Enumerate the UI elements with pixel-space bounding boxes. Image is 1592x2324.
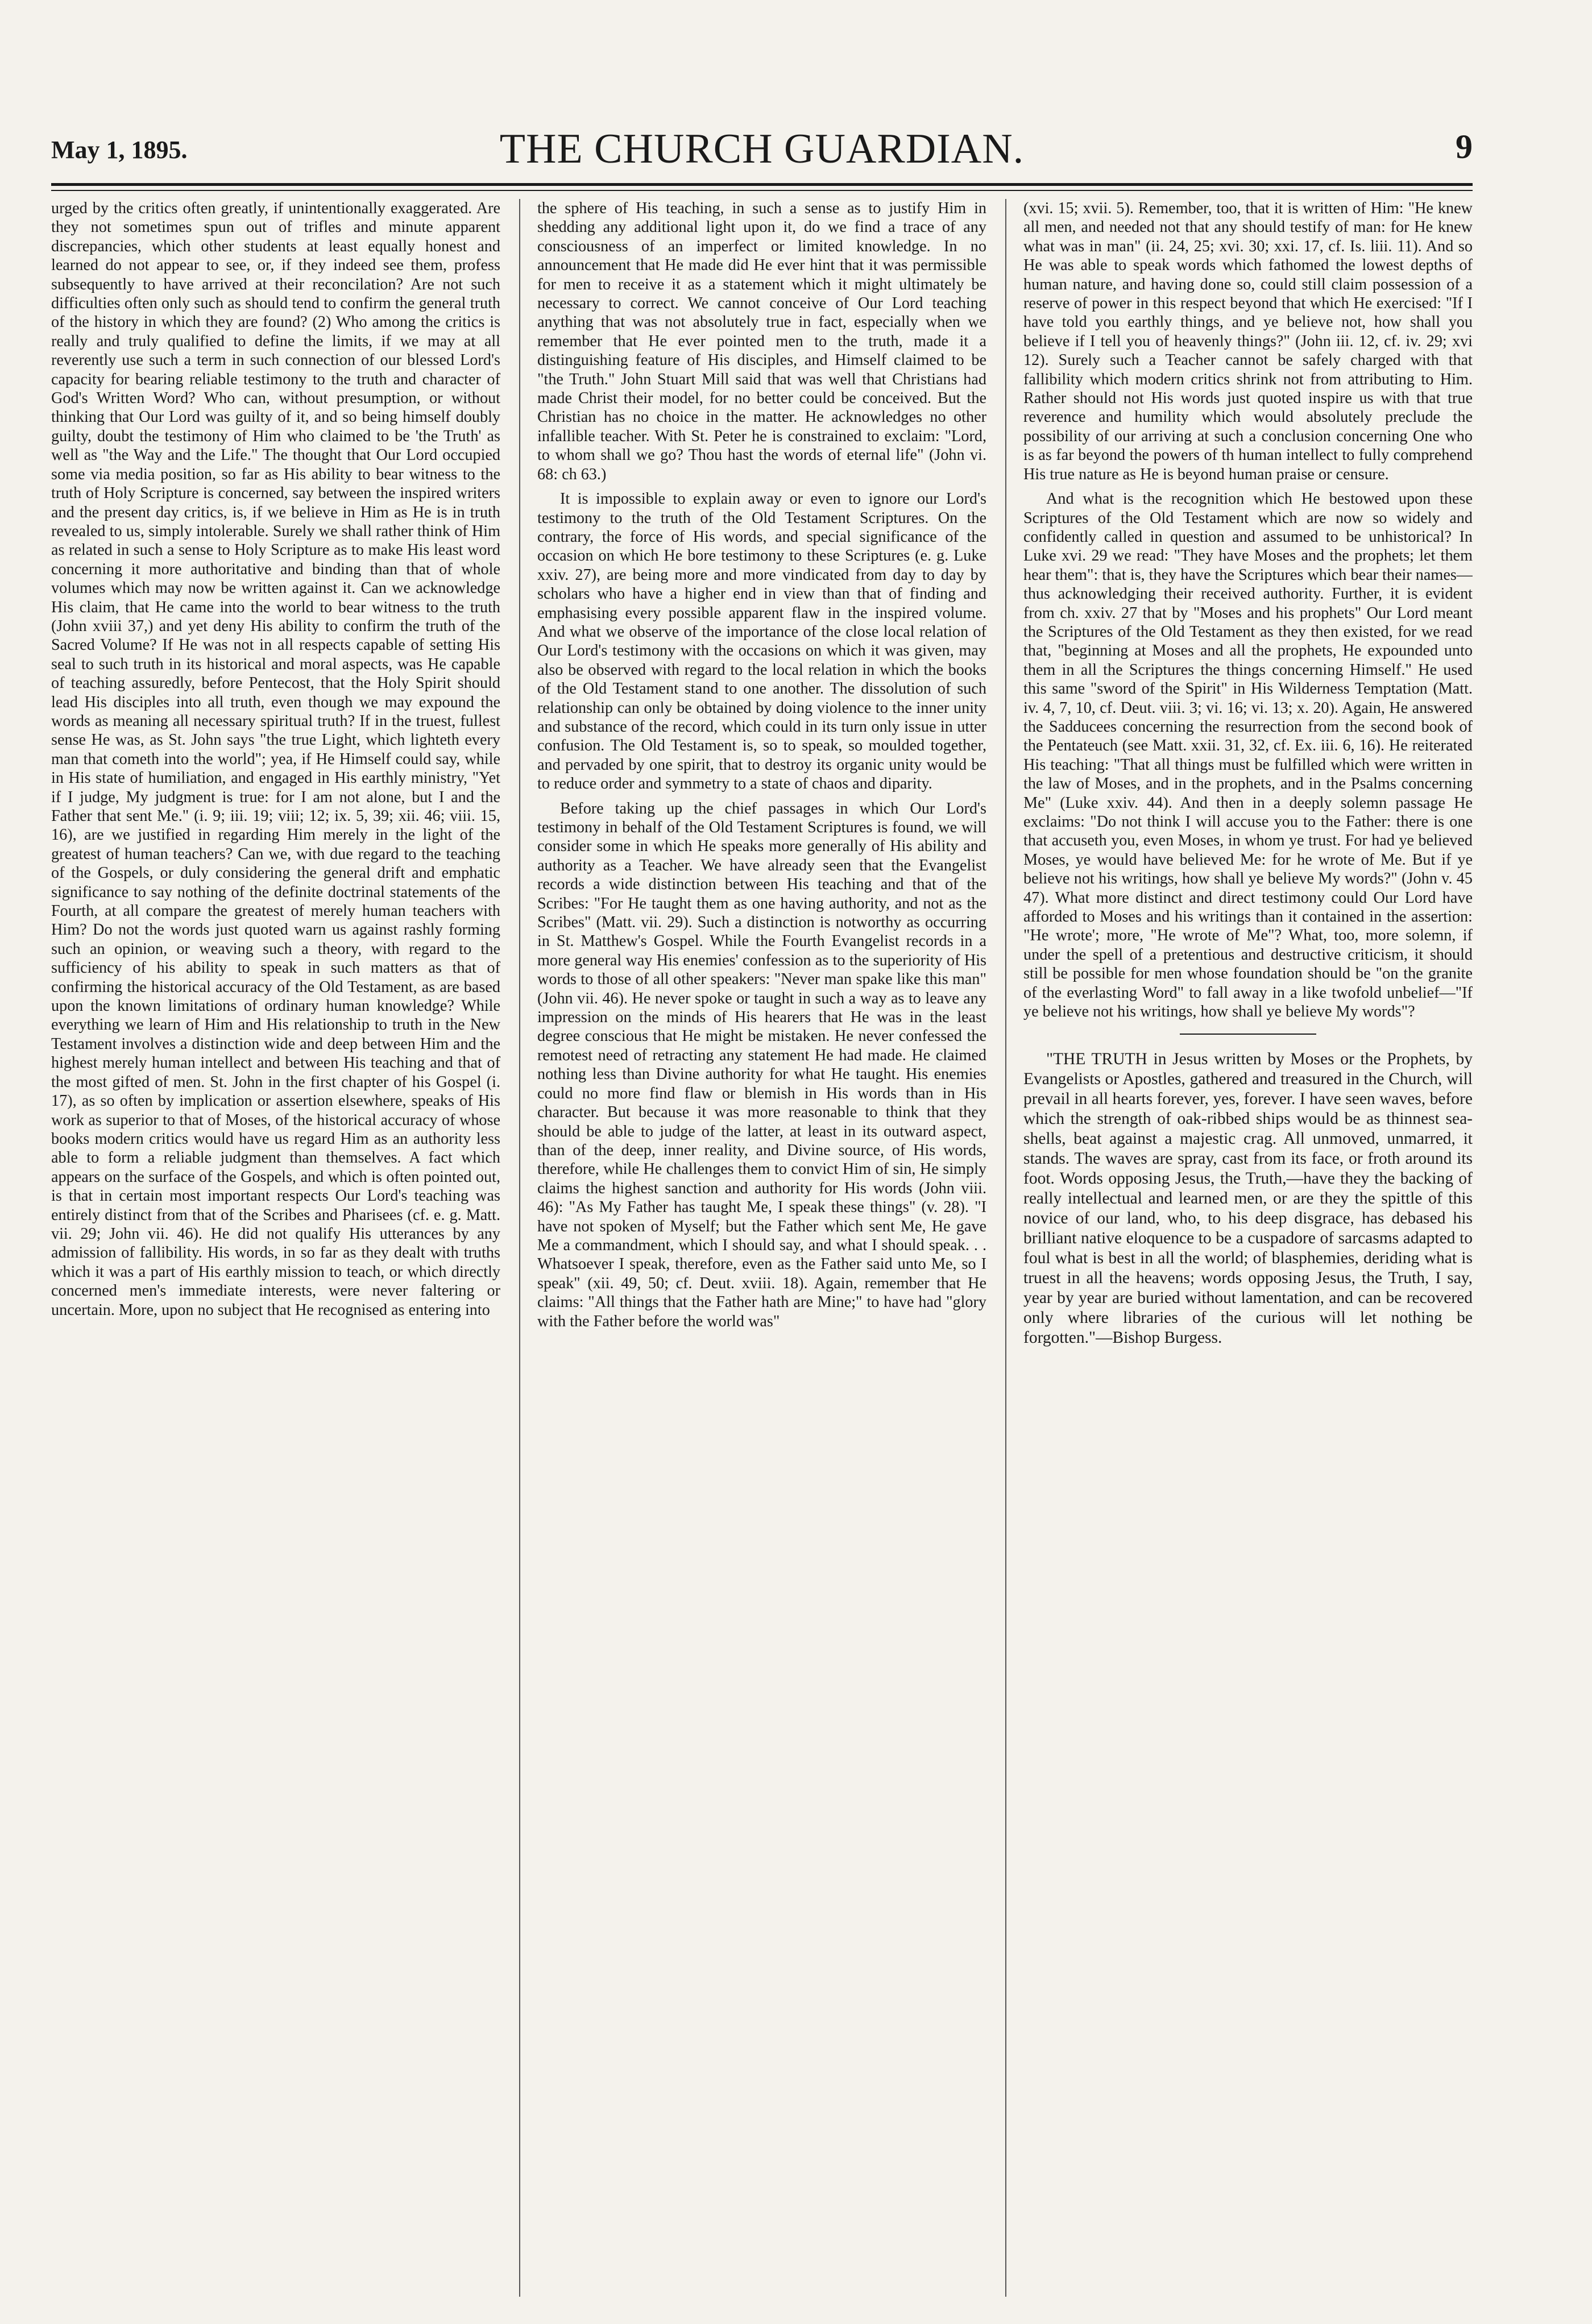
paragraph: (xvi. 15; xvii. 5). Remember, too, that it is written of Him: "He knew all men, and needed not that any should testify of man: for He knew what was in man" (ii. 24, 25; xvi. 30; xxi. 17, cf. Is. liii. 11). And so He was able to speak words which fathomed the lowest depths of human nature, and having done so, could still claim possession of a reserve of power in this respect beyond that which He exercised: "If I have told you earthly things, and ye believe not, how shall you believe if I tell you of heavenly things?" (John iii. 12, cf. iv. 29; xvi 12). Surely such a Teacher cannot be safely charged with that fallibility which modern critics shrink not from attributing to Him. Rather should not His words just quoted inspire us with that true reverence and humility which would absolutely preclude the possibility of our arriving at such a conclusion concerning One who is as far beyond the powers of th human intellect to fully comprehend His true nature as He is beyond human praise or censure. <box>1023 200 1473 483</box>
column-middle <box>537 199 986 2297</box>
header-rule-thick <box>51 183 1473 186</box>
paragraph: urged by the critics often greatly, if unintentionally exaggerated. Are they not sometimes spun out of trifles and minute apparent discrepancies, which other students at least equally honest and learned do not appear to see, or, if they indeed see them, profess subsequently to have arrived at their reconcilation? Are not such difficulties often only such as should tend to confirm the general truth of the history in which they are found? (2) Who among the critics is really and truly qualified to define the limits, if we may at all reverently use such a term in such connection of our blessed Lord's capacity for bearing reliable testimony to the truth and character of God's Written Word? Who can, without presumption, or without thinking that Our Lord was guilty of it, and so being himself doubly guilty, doubt the testimony of Him who claimed to be 'the Truth' as well as "the Way and the Life." The thought that Our Lord occupied some via media position, so far as His ability to bear witness to the truth of Holy Scripture is concerned, say between the inspired writers and the present day critics, is, if we believe in Him as He is in truth revealed to us, simply intolerable. Surely we shall rather think of Him as related in such a sense to Holy Scripture as to make His least word concerning it more authoritative and binding than that of whole volumes which may now be written against it. Can we acknowledge His claim, that He came into the world to bear witness to the truth (John xviii 37,) and yet deny His ability to confirm the truth of the Sacred Volume? If He was not in all respects capable of setting His seal to such truth in its historical and moral aspects, was He capable of teaching assuredly, before Pentecost, that the Holy Spirit should lead His disciples into all truth, even though we may expound the words as meaning all necessary spiritual truth? If in the truest, fullest sense He was, as St. John says "the true Light, which lighteth every man that cometh into the world"; yea, if He Himself could say, while in His state of humiliation, and engaged in His earthly ministry, "Yet if I judge, My judgment is true: for I am not alone, but I and the Father that sent Me." (i. 9; iii. 19; viii; 12; ix. 5, 39; xii. 46; viii. 15, 16), are we justified in regarding Him merely in the light of the greatest of human teachers? Can we, with due regard to the teaching of the Gospels, or duly considering the general drift and emphatic significance to say nothing of the definite doctrinal statements of the Fourth, at all compare the greatest of merely human teachers with Him? Do not the words just quoted warn us against rashly forming such an opinion, or weaving such a theory, with regard to the sufficiency of his ability to speak in such matters as that of confirming the historical accuracy of the Old Testament, as are based upon the known limitations of ordinary human knowledge? While everything we learn of Him and His relationship to truth in the New Testament involves a distinction wide and deep between Him and the highest merely human intellect and between His teaching and that of the most gifted of men. St. John in the first chapter of his Gospel (i. 17), as so often by implication or assertion elsewhere, speaks of His work as superior to that of Moses, of the historical accuracy of whose books modern critics would have us regard Him as an authority less able to form a reliable judgment than themselves. A fact which appears on the surface of the Gospels, and which is often pointed out, is that in certain most important respects Our Lord's teaching was entirely distinct from that of the Scribes and Pharisees (cf. e. g. Matt. vii. 29; John vii. 46). He did not qualify His utterances by any admission of fallibility. His words, in so far as they dealt with truths which it was a part of His earthly mission to teach, or which directly concerned men's immediate interests, were never faltering or uncertain. More, upon no subject that He recognised as entering into <box>51 200 500 1319</box>
masthead-title: THE CHURCH GUARDIAN. <box>499 126 1025 172</box>
paragraph: the sphere of His teaching, in such a sense as to justify Him in shedding any additional light upon it, do we find a trace of any consciousness of an imperfect or limited knowledge. In no announcement that He made did He ever hint that it was permissible for men to receive it as a statement which it might ultimately be necessary to correct. We cannot conceive of Our Lord teaching anything that was not absolutely true in fact, especially when we remember that He ever pointed men to the truth, made it a distinguishing feature of His disciples, and Himself claimed to be "the Truth." John Stuart Mill said that was well that Christians had made Christ their model, for no better could be conceived. But the Christian has no choice in the matter. He acknowledges no other infallible teacher. With St. Peter he is constrained to exclaim: "Lord, to whom shall we go? Thou hast the words of eternal life" (John vi. 68: ch 63.) <box>537 200 986 483</box>
column-divider <box>1005 199 1006 2297</box>
column-left <box>51 199 500 2297</box>
paragraph: And what is the recognition which He bestowed upon these Scriptures of the Old Testament which are now so widely and confidently called in question and assumed to be unhistorical? In Luke xvi. 29 we read: "They have Moses and the prophets; let them hear them": that is, they have the Scriptures which bear their names—thus acknowledging their received authority. Further, it is evident from ch. xxiv. 27 that by "Moses and his prophets" Our Lord meant the Scriptures of the Old Testament as they then existed, for we read that, "beginning at Moses and all the prophets, He expounded unto them in all the Scriptures the things concerning Himself." He used this same "sword of the Spirit" in His Wilderness Temptation (Matt. iv. 4, 7, 10, cf. Deut. viii. 3; vi. 16; vi. 13; x. 20). Again, He answered the Sadducees concerning the resurrection from the second book of the Pentateuch (see Matt. xxii. 31, 32, cf. Ex. iii. 6, 16). He reiterated His teaching: "That all things must be fulfilled which were written in the law of Moses, and in the prophets, and in the Psalms concerning Me" (Luke xxiv. 44). And then in a deeply solemn passage He exclaims: "Do not think I will accuse you to the Father: there is one that accuseth you, even Moses, in whom ye trust. For had ye believed Moses, ye would have believed Me: for he wrote of Me. But if ye believe not his writings, how shall ye believe My words?" (John v. 45 47). What more distinct and direct testimony could Our Lord have afforded to Moses and his writings than it contained in the assertion: "He wrote'; more, "He wrote of Me"? What, too, more solemn, if under the spell of a pretentious and destructive criticism, it should still be possible for men whose foundation should be "on the granite of the everlasting Word" to fall away in a like twofold unbelief—"If ye believe not his writings, how shall ye believe My words"? <box>1023 490 1473 1021</box>
column-divider <box>519 199 520 2297</box>
paragraph: It is impossible to explain away or even to ignore our Lord's testimony to the truth of the Old Testament Scriptures. On the contrary, the force of His words, and special significance of the occasion on which He bore testimony to these Scriptures (e. g. Luke xxiv. 27), are being more and more vindicated from day to day by scholars who have a higher end in view than that of finding and emphasising every possible apparent flaw in the inspired volume. And what we observe of the importance of the close local relation of Our Lord's testimony with the occasions on which it was given, may also be observed with regard to the local relation in which the books of the Old Testament stand to one another. The dissolution of such relationship can only be obtained by doing violence to the inner unity and substance of the record, which could in its turn only issue in utter confusion. The Old Testament is, so to speak, so moulded together, and pervaded by one spirit, that to destroy its organic unity would be to reduce order and symmetry to a state of chaos and diparity. <box>537 490 986 793</box>
quotation-bishop-burgess: "THE TRUTH in Jesus written by Moses or the Prophets, by Evangelists or Apostles, gathered and treasured in the Church, will prevail in all hearts forever, yes, forever. I have seen waves, before which the strength of oak-ribbed ships would be as thinnest sea-shells, beat against a majestic crag. All unmoved, unmarred, it stands. The waves are spray, cast from its face, or froth around its foot. Words opposing Jesus, the Truth,—have they the backing of really intellectual and learned men, or are they the spittle of this novice of our land, who, to his deep disgrace, has debased his brilliant native eloquence to be a cuspadore of sarcasms adapted to foul what is best in all the world; of blasphemies, deriding what is truest in all the heavens; words opposing Jesus, the Truth, I say, year by year are buried without lamentation, and can be recovered only where libraries of the curious will let nothing be forgotten."—Bishop Burgess. <box>1023 1050 1473 1347</box>
header-rule-thin <box>51 190 1473 191</box>
column-right <box>1023 199 1473 2297</box>
issue-date: May 1, 1895. <box>51 136 188 164</box>
page-number: 9 <box>1456 128 1473 165</box>
page-header <box>51 125 1473 188</box>
section-separator <box>1180 1034 1316 1035</box>
paragraph: Before taking up the chief passages in which Our Lord's testimony in behalf of the Old Testament Scriptures is found, we will consider some in which He speaks more generally of His ability and authority as a Teacher. We have already seen that the Evangelist records a wide distinction between His teaching and that of the Scribes: "For He taught them as one having authority, and not as the Scribes" (Matt. vii. 29). Such a distinction is notworthy as occurring in St. Matthew's Gospel. While the Fourth Evangelist records in a more general way His enemies' confession as to the superiority of His words to those of all other speakers: "Never man spake like this man" (John vii. 46). He never spoke or taught in such a way as to leave any impression on the minds of His hearers that He was in the least degree conscious that He might be mistaken. He never confessed the remotest need of retracting any statement He had made. He claimed nothing less than Divine authority for what He taught. His enemies could no more find flaw or blemish in His words than in His character. But because it was more reasonable to think that they should be able to judge of the latter, at least in its outward aspect, than of the deep, inner reality, and Divine source, of His words, therefore, while He challenges them to convict Him of sin, He simply claims the highest sanction and authority for His words (John viii. 46): "As My Father has taught Me, I speak these things" (v. 28). "I have not spoken of Myself; but the Father which sent Me, He gave Me a commandment, which I should say, and what I should speak. . . Whatsoever I speak, therefore, even as the Father said unto Me, so I speak" (xii. 49, 50; cf. Deut. xviii. 18). Again, remember that He claims: "All things that the Father hath are Mine;" to have had "glory with the Father before the world was" <box>537 799 986 1330</box>
